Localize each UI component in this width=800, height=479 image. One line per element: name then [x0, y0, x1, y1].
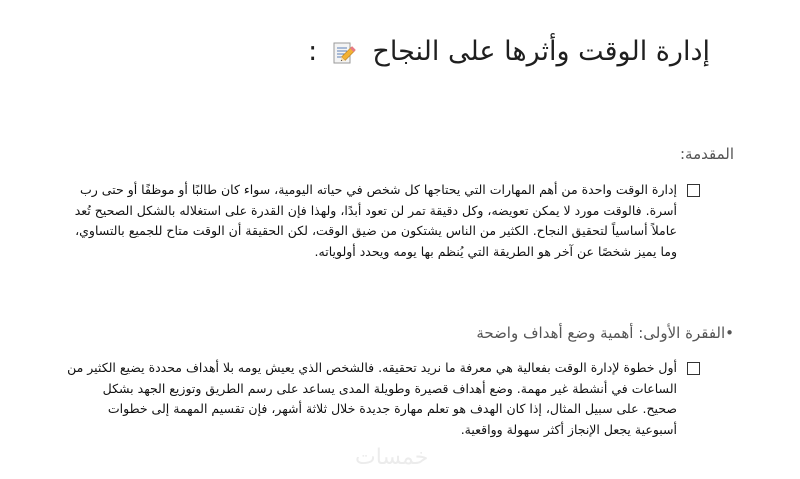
page-title — [308, 36, 710, 67]
intro-line: وما يميز شخصًا عن آخر هو الطريقة التي يُنظم بها يومه ويحدد أولوياته. — [314, 243, 677, 259]
paragraph-one-block — [0, 358, 700, 440]
watermark: خمسات — [355, 445, 429, 470]
paragraph-one-line: صحيح. على سبيل المثال، إذا كان الهدف هو تعلم مهارة جديدة خلال ثلاثة أشهر، فإن تقسيم المهمة إلى خطوات — [107, 401, 677, 416]
intro-paragraph — [18, 180, 677, 262]
intro-line: أسرة. فالوقت مورد لا يمكن تعويضه، وكل دقيقة تمر لن تعود أبدًا، ولهذا فإن القدرة على استغلاله بالشكل الصحيح تُعد — [74, 202, 677, 218]
paragraph-one-line: أول خطوة لإدارة الوقت بفعالية هي معرفة ما نريد تحقيقه. فالشخص الذي يعيش يومه بلا أهداف محددة يضيع الكثير من — [67, 360, 677, 375]
page-title-text: إدارة الوقت وأثرها على النجاح — [372, 36, 710, 67]
memo-pencil-icon — [332, 40, 358, 66]
paragraph-one-line: الساعات في أنشطة غير مهمة. وضع أهداف قصيرة وطويلة المدى يساعد على رسم الطريق وتوزيع الجهد بشكل — [102, 380, 677, 396]
paragraph-one-heading: •الفقرة الأولى: أهمية وضع أهداف واضحة — [476, 324, 734, 342]
paragraph-one-checkbox[interactable] — [687, 362, 700, 375]
paragraph-one-line: أسبوعية يجعل الإنجاز أكثر سهولة وواقعية. — [460, 421, 677, 437]
page-title-colon: : — [308, 36, 318, 67]
intro-block — [18, 180, 700, 262]
intro-line: عاملاً أساسياً لتحقيق النجاح. الكثير من الناس يشتكون من ضيق الوقت، لكن الحقيقة أن الوقت متاح للجميع بالتساوي، — [75, 223, 677, 238]
intro-line: إدارة الوقت واحدة من أهم المهارات التي يحتاجها كل شخص في حياته اليومية، سواء كان طالبًا أو موظفًا أو حتى رب — [80, 182, 677, 197]
paragraph-one-text — [0, 358, 677, 440]
intro-heading: المقدمة: — [679, 145, 734, 163]
intro-checkbox[interactable] — [687, 184, 700, 197]
